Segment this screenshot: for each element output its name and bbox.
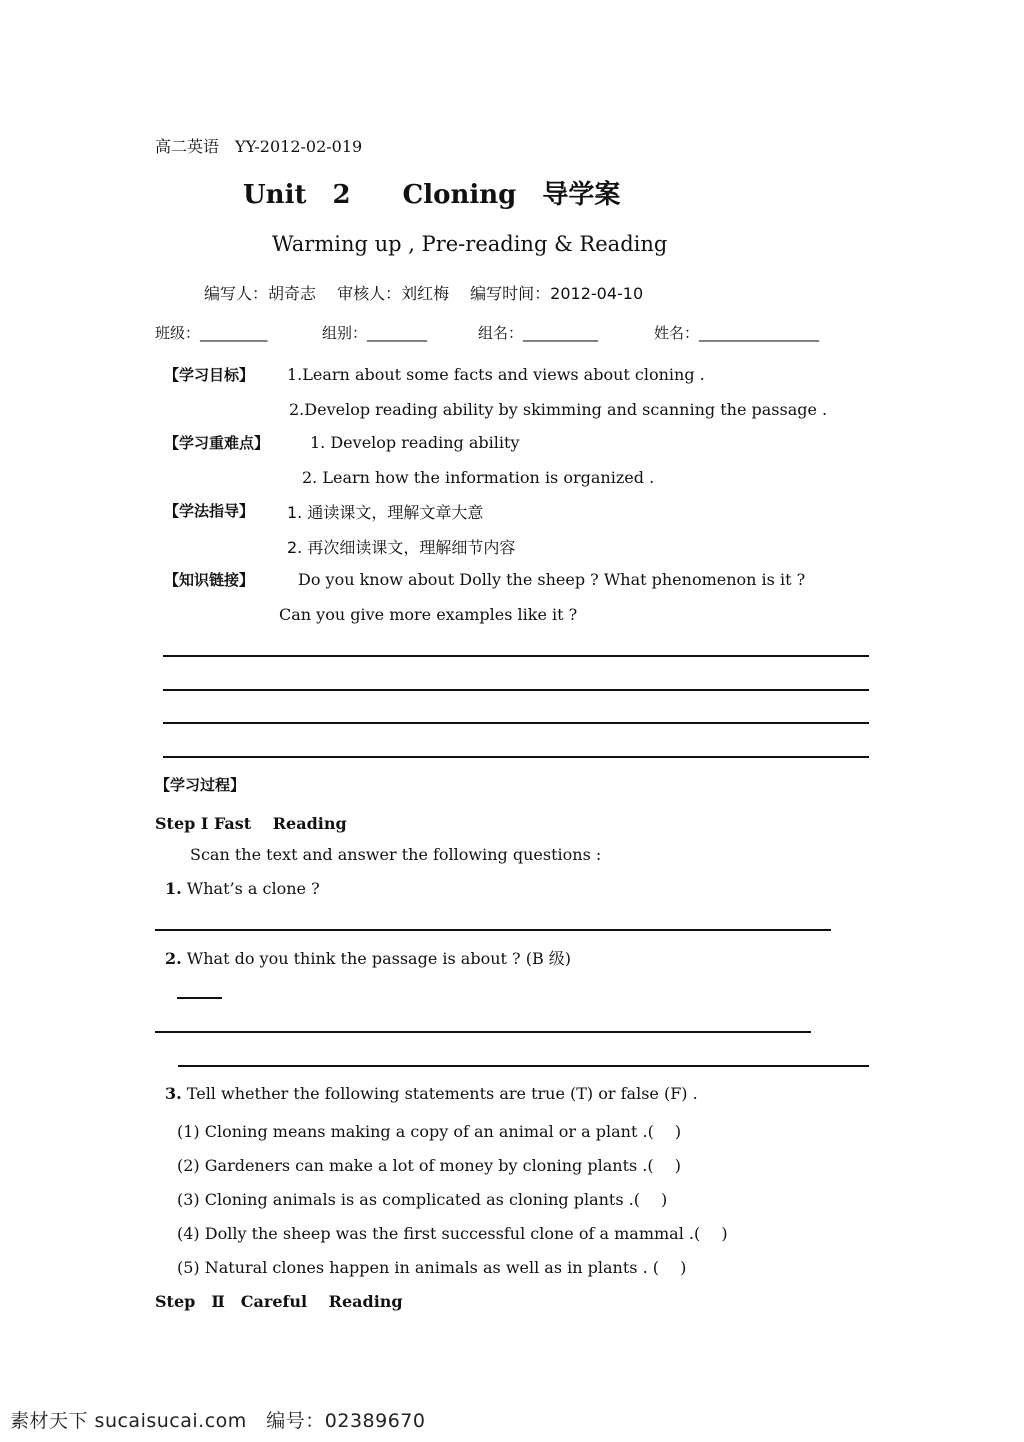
question-1 — [165, 879, 320, 898]
answer-line — [163, 756, 869, 758]
class-field: 班级：_________ — [155, 324, 268, 342]
page-title: Unit 2 Cloning 导学案 — [243, 180, 621, 210]
statement-item: (5) Natural clones happen in animals as well as in plants . ( ) — [177, 1258, 687, 1277]
knowledge-question: Can you give more examples like it ? — [279, 605, 578, 624]
statement-item: (3) Cloning animals is as complicated as cloning plants .( ) — [177, 1190, 668, 1209]
statement-item: (1) Cloning means making a copy of an animal or a plant .( ) — [177, 1122, 682, 1141]
answer-line — [163, 689, 869, 691]
step-one-instruction: Scan the text and answer the following questions : — [190, 845, 602, 864]
answer-line — [163, 655, 869, 657]
key-point-item: 2. Learn how the information is organized . — [302, 468, 655, 487]
authors-line: 编写人：胡奇志 审核人：刘红梅 编写时间：2012-04-10 — [204, 284, 644, 303]
knowledge-question: Do you know about Dolly the sheep ? What phenomenon is it ? — [298, 570, 806, 589]
answer-line — [178, 1065, 869, 1067]
question-number: 3. — [165, 1084, 182, 1103]
key-points-label: 【学习重难点】 — [164, 434, 270, 452]
question-2 — [165, 946, 571, 969]
question-number: 2. — [165, 949, 182, 968]
process-label: 【学习过程】 — [155, 776, 246, 794]
step-two-title: Step Ⅱ Careful Reading — [155, 1292, 403, 1311]
method-item: 2. 再次细读课文，理解细节内容 — [287, 538, 516, 557]
watermark-text: 素材天下 sucaisucai.com 编号：02389670 — [10, 1410, 426, 1432]
group-field: 组别：________ — [322, 324, 428, 342]
method-item: 1. 通读课文，理解文章大意 — [287, 503, 484, 522]
statement-item: (2) Gardeners can make a lot of money by cloning plants .( ) — [177, 1156, 681, 1175]
statement-item: (4) Dolly the sheep was the first successful clone of a mammal .( ) — [177, 1224, 728, 1243]
question-text: What’s a clone ? — [181, 879, 320, 898]
question-text: Tell whether the following statements are true (T) or false (F) . — [181, 1084, 698, 1103]
objectives-label: 【学习目标】 — [164, 366, 255, 384]
question-number: 1. — [165, 879, 182, 898]
answer-line-short — [177, 997, 222, 999]
answer-line — [163, 722, 869, 724]
student-name-field: 姓名：________________ — [654, 324, 820, 342]
objective-item: 1.Learn about some facts and views about cloning . — [287, 365, 705, 384]
method-label: 【学法指导】 — [164, 502, 255, 520]
knowledge-label: 【知识链接】 — [164, 571, 255, 589]
course-code: 高二英语 YY-2012-02-019 — [155, 137, 363, 156]
page-subtitle: Warming up , Pre-reading & Reading — [272, 232, 668, 256]
answer-line — [155, 929, 831, 931]
answer-line — [155, 1031, 811, 1033]
key-point-item: 1. Develop reading ability — [310, 433, 520, 452]
step-one-title: Step I Fast Reading — [155, 814, 347, 833]
group-name-field: 组名：__________ — [478, 324, 599, 342]
objective-item: 2.Develop reading ability by skimming and scanning the passage . — [289, 400, 828, 419]
question-3 — [165, 1084, 698, 1103]
question-text: What do you think the passage is about ? (B 级) — [181, 949, 572, 968]
